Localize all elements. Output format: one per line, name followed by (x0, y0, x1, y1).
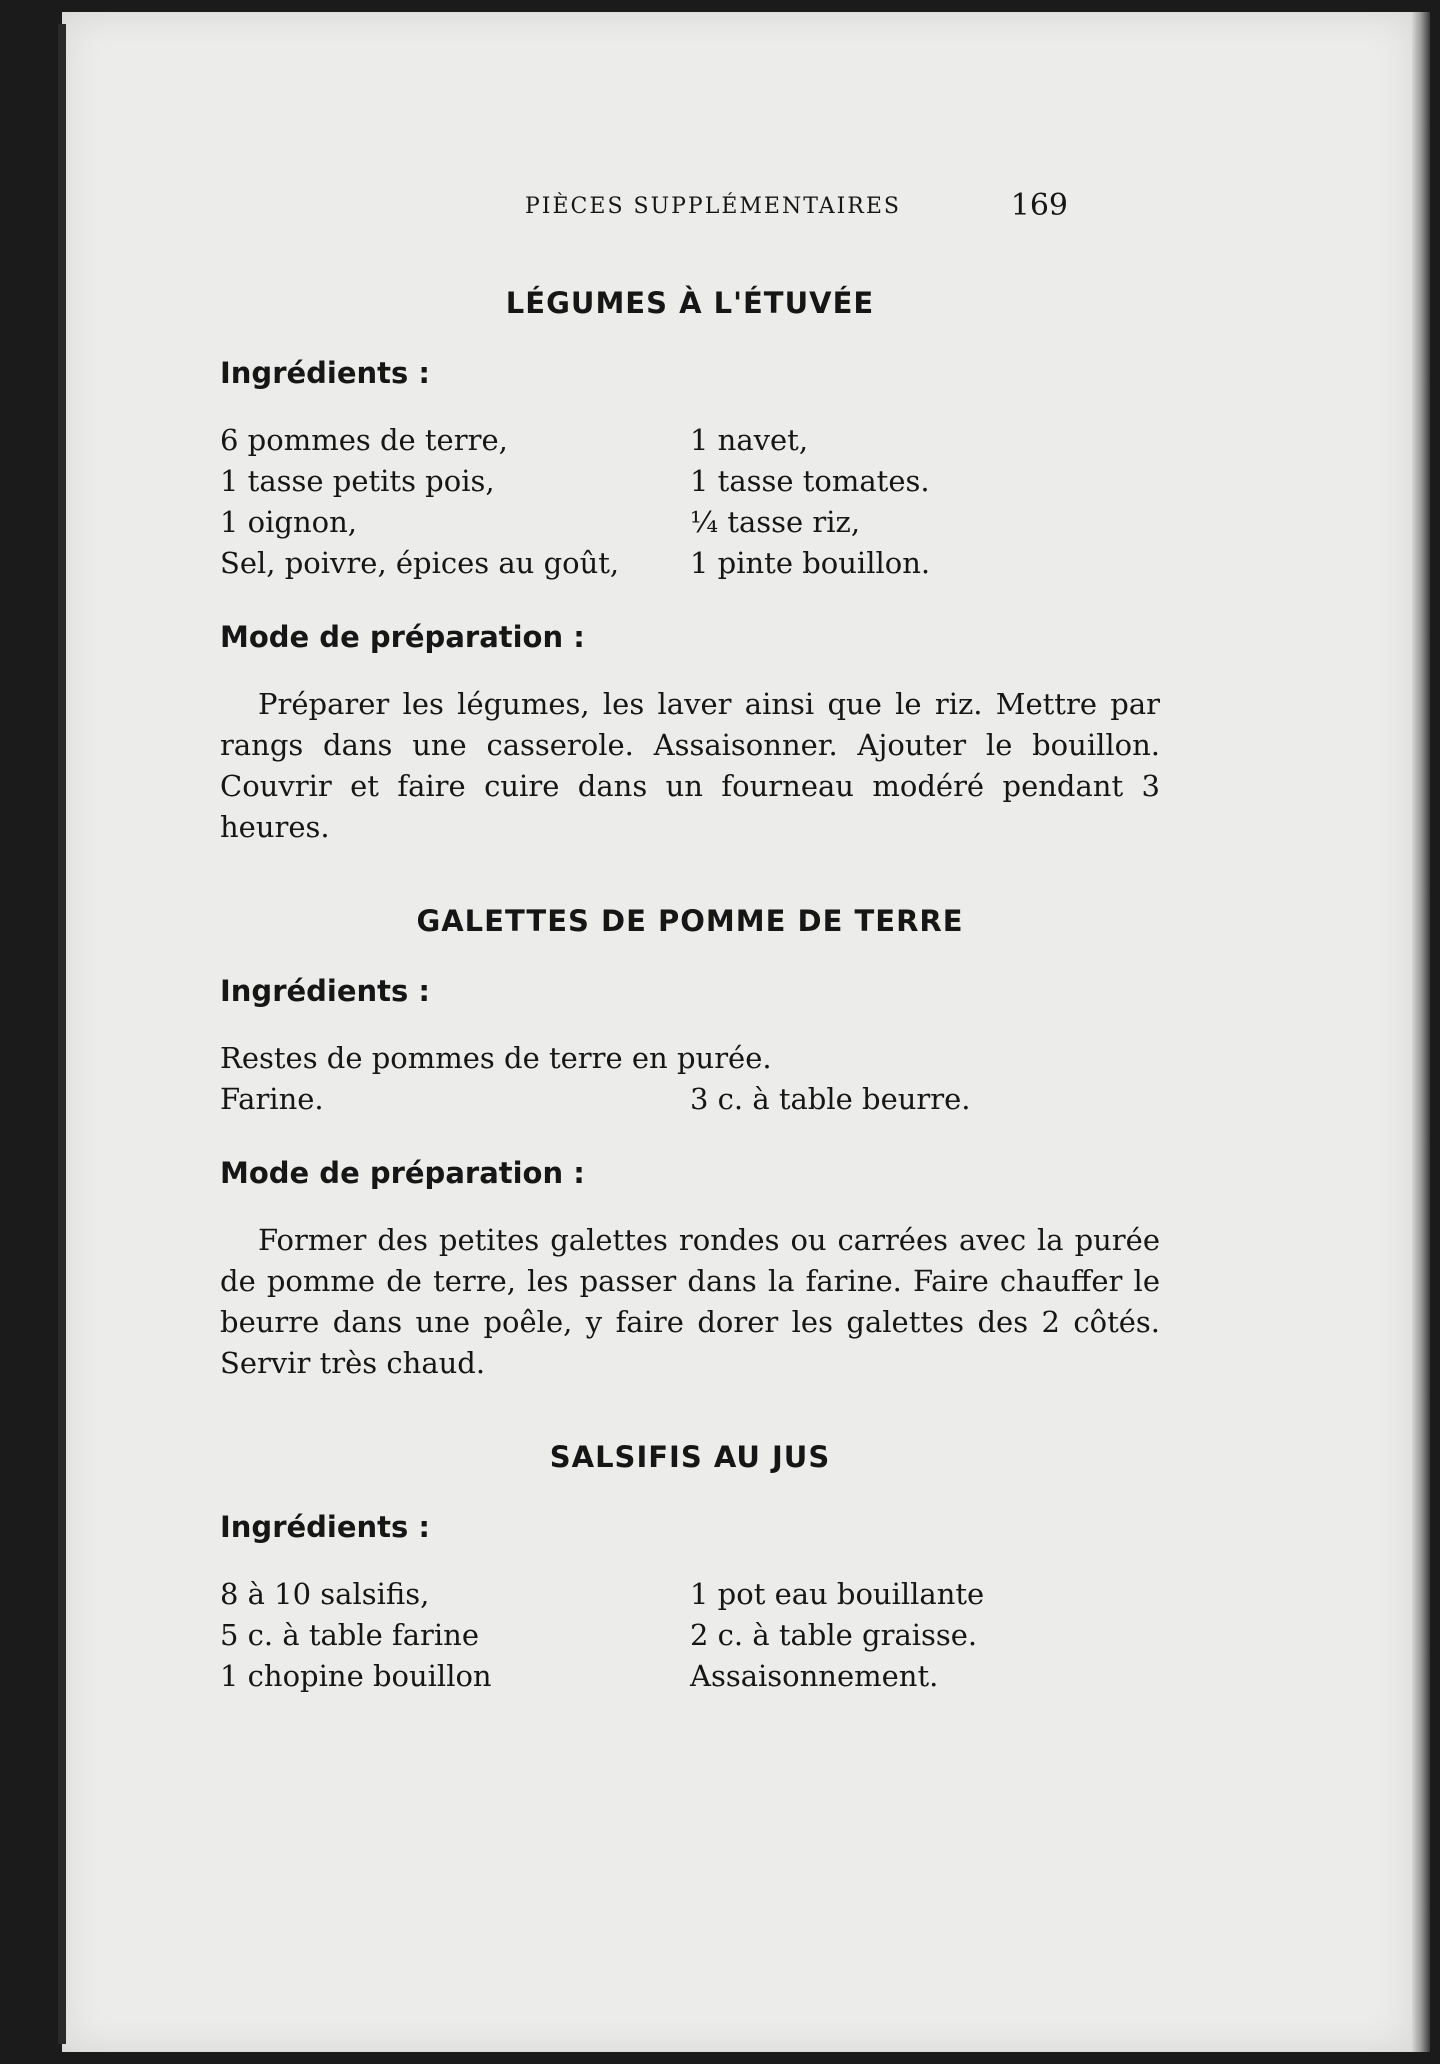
ingredient: 1 navet, (690, 423, 809, 457)
ingredients-label: Ingrédients : (220, 1510, 430, 1544)
ingredient: 6 pommes de terre, (220, 423, 508, 457)
ingredient: Restes de pommes de terre en purée. (220, 1041, 772, 1075)
running-head-title: PIÈCES SUPPLÉMENTAIRES (525, 194, 901, 219)
ingredient: 1 chopine bouillon (220, 1659, 492, 1693)
ingredients-label: Ingrédients : (220, 356, 430, 390)
ingredient: 1 pinte bouillon. (690, 546, 931, 580)
method-text: Préparer les légumes, les laver ainsi que le riz. Mettre par rangs dans une casserole. Assaisonner. Ajouter le bouillon. Couvrir et faire cuire dans un fourneau modéré pendant 3 heures. (220, 687, 1160, 844)
recipe (220, 1440, 1160, 1697)
recipe-title: GALETTES DE POMME DE TERRE (416, 904, 964, 938)
ingredient: Sel, poivre, épices au goût, (220, 546, 620, 580)
ingredients-label: Ingrédients : (220, 974, 430, 1008)
ingredient: 5 c. à table farine (220, 1618, 480, 1652)
page-edge (1412, 12, 1430, 2052)
ingredient: 1 pot eau bouillante (690, 1577, 985, 1611)
ingredient: 3 c. à table beurre. (690, 1082, 971, 1116)
recipe-title: LÉGUMES À L'ÉTUVÉE (505, 286, 875, 320)
ingredient: 1 oignon, (220, 505, 357, 539)
ingredient: Assaisonnement. (690, 1659, 939, 1693)
ingredient (690, 1038, 1160, 1079)
ingredient: 8 à 10 salsifis, (220, 1577, 430, 1611)
ingredients-list (220, 1038, 1160, 1120)
recipe (220, 286, 1160, 848)
ingredient: 2 c. à table graisse. (690, 1618, 978, 1652)
ingredient: 1 tasse petits pois, (220, 464, 495, 498)
running-head (220, 180, 1160, 230)
ingredients-list (220, 1574, 1160, 1697)
binding-edge (58, 24, 66, 2044)
recipe (220, 904, 1160, 1384)
method-label: Mode de préparation : (220, 620, 585, 654)
page-number: 169 (1010, 188, 1068, 223)
recipe-title: SALSIFIS AU JUS (549, 1440, 831, 1474)
ingredient: ¼ tasse riz, (690, 505, 861, 539)
method-label: Mode de préparation : (220, 1156, 585, 1190)
ingredients-list (220, 420, 1160, 584)
page-content (220, 180, 1160, 1733)
method-text: Former des petites galettes rondes ou carrées avec la purée de pomme de terre, les passer dans la farine. Faire chauffer le beurre dans une poêle, y faire dorer les galettes des 2 côtés. Servir très chaud. (220, 1223, 1160, 1380)
ingredient: Farine. (220, 1082, 324, 1116)
ingredient: 1 tasse tomates. (690, 464, 930, 498)
